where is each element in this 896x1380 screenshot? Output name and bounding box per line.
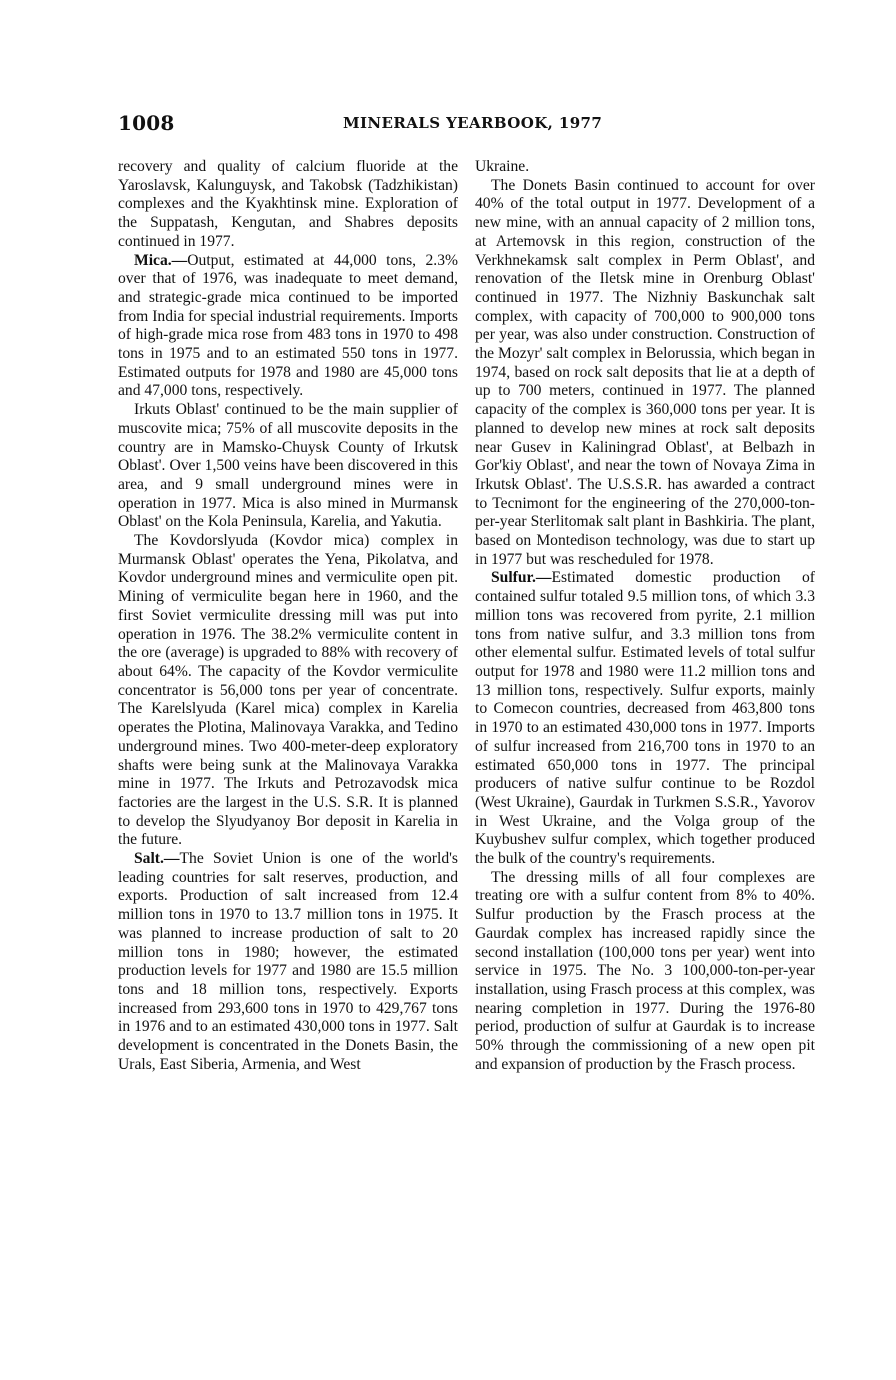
paragraph-text: The dressing mills of all four complexes are treating ore with a sulfur content from 8% to 40%. Sulfur production by the Frasch process at the Gaurdak complex has increased rapidly since the second installation (100,000 tons per year) went into service in 1975. The No. 3 100,000-ton-per-year installation, using Frasch process at this complex, was nearing completion in 1977. During the 1976-80 period, production of sulfur at Gaurdak is to increase 50% through the commissioning of a new open pit and expansion of production by the Frasch process. bbox=[475, 868, 815, 1073]
paragraph-dressing-mills bbox=[475, 869, 815, 1075]
paragraph-continued bbox=[475, 158, 815, 177]
left-column bbox=[118, 158, 458, 1074]
section-heading-mica: Mica.— bbox=[134, 251, 188, 269]
paragraph-salt bbox=[118, 850, 458, 1074]
paragraph-text: Estimated domestic production of contained sulfur totaled 9.5 million tons, of which 3.3 million tons was recovered from pyrite, 2.1 million tons from native sulfur, and 3.3 million tons from other elemental sulfur. Estimated levels of total sulfur output for 1978 and 1980 were 11.2 million tons and 13 million tons, respectively. Sulfur exports, mainly to Comecon countries, decreased from 463,800 tons in 1970 to an estimated 430,000 tons in 1977. Imports of sulfur increased from 216,700 tons in 1970 to an estimated 650,000 tons in 1977. The principal producers of native sulfur continue to be Rozdol (West Ukraine), Gaurdak in Turkmen S.S.R., Yavorov in West Ukraine, and the Volga group of the Kuybushev sulfur complex, which together produced the bulk of the country's requirements. bbox=[475, 569, 815, 868]
paragraph-text: The Donets Basin continued to account for over 40% of the total output in 1977. Development of a new mine, with an annual capacity of 2 million tons, at Artemovsk in this region, construction of the Verkhnekamsk salt complex in Perm Oblast', and renovation of the Iletsk mine in Orenburg Oblast' continued in 1977. The Nizhniy Baskunchak salt complex, with capacity of 700,000 to 900,000 tons per year, was also under construction. Construction of the Mozyr' salt complex in Belorussia, which began in 1974, based on rock salt deposits that lie at a depth of up to 700 meters, continued in 1977. The planned capacity of the complex is 360,000 tons per year. It is planned to develop new mines at rock salt deposits near Gusev in Kaliningrad Oblast', at Belbazh in Gor'kiy Oblast', and near the town of Novaya Zima in Irkutsk Oblast'. The U.S.S.R. has awarded a contract to Tecnimont for the engineering of the 270,000-ton-per-year Sterlitomak salt plant in Bashkiria. The plant, based on Montedison technology, was due to start up in 1977 but was rescheduled for 1978. bbox=[475, 176, 815, 568]
page-number: 1008 bbox=[118, 111, 175, 135]
paragraph-text: recovery and quality of calcium fluoride at the Yaroslavsk, Kalunguysk, and Takobsk (Tadzhikistan) complexes and the Kyakhtinsk mine. Exploration of the Suppatash, Kengutan, and Shabres deposits continued in 1977. bbox=[118, 158, 458, 250]
paragraph-text: The Kovdorslyuda (Kovdor mica) complex in Murmansk Oblast' operates the Yena, Pikolatva, and Kovdor underground mines and vermiculite open pit. Mining of vermiculite began here in 1960, and the first Soviet vermiculite dressing mill was put into operation in 1976. The 38.2% vermiculite content in the ore (average) is upgraded to 88% with recovery of about 64%. The capacity of the Kovdor vermiculite concentrator is 56,000 tons per year of concentrate. The Karelslyuda (Karel mica) complex in Karelia operates the Plotina, Malinovaya Varakka, and Tedino underground mines. Two 400-meter-deep exploratory shafts were being sunk at the Malinovaya Varakka mine in 1977. The Irkuts and Petrozavodsk mica factories are the largest in the U.S. S.R. It is planned to develop the Slyudyanoy Bor deposit in Karelia in the future. bbox=[118, 532, 458, 849]
section-heading-salt: Salt.— bbox=[134, 850, 180, 868]
paragraph-kovdor bbox=[118, 532, 458, 850]
section-heading-sulfur: Sulfur.— bbox=[491, 569, 552, 587]
right-column bbox=[475, 158, 815, 1074]
paragraph-continued bbox=[118, 158, 458, 252]
paragraph-text: Output, estimated at 44,000 tons, 2.3% over that of 1976, was inadequate to meet demand, and strategic-grade mica continued to be imported from India for special industrial requirements. Imports of high-grade mica rose from 483 tons in 1970 to 498 tons in 1975 and to an estimated 550 tons in 1977. Estimated outputs for 1978 and 1980 are 45,000 tons and 47,000 tons, respectively. bbox=[118, 251, 458, 400]
paragraph-text: Ukraine. bbox=[475, 158, 530, 175]
paragraph-donets bbox=[475, 177, 815, 570]
paragraph-text: Irkuts Oblast' continued to be the main supplier of muscovite mica; 75% of all muscovite deposits in the country are in Mamsko-Chuysk County of Irkutsk Oblast'. Over 1,500 veins have been discovered in this area, and 9 small underground mines were in operation in 1977. Mica is also mined in Murmansk Oblast' on the Kola Peninsula, Karelia, and Yakutia. bbox=[118, 401, 458, 531]
paragraph-irkuts bbox=[118, 401, 458, 532]
running-title: MINERALS YEARBOOK, 1977 bbox=[343, 114, 603, 132]
paragraph-sulfur bbox=[475, 569, 815, 868]
paragraph-mica bbox=[118, 252, 458, 402]
paragraph-text: The Soviet Union is one of the world's leading countries for salt reserves, production, and exports. Production of salt increased from 12.4 million tons in 1970 to 13.7 million tons in 1975. It was planned to increase production of salt to 20 million tons in 1980; however, the estimated production levels for 1977 and 1980 are 15.5 million tons and 18 million tons, respectively. Exports increased from 293,600 tons in 1970 to 429,767 tons in 1976 and to an estimated 430,000 tons in 1977. Salt development is concentrated in the Donets Basin, the Urals, East Siberia, Armenia, and West bbox=[118, 850, 458, 1073]
